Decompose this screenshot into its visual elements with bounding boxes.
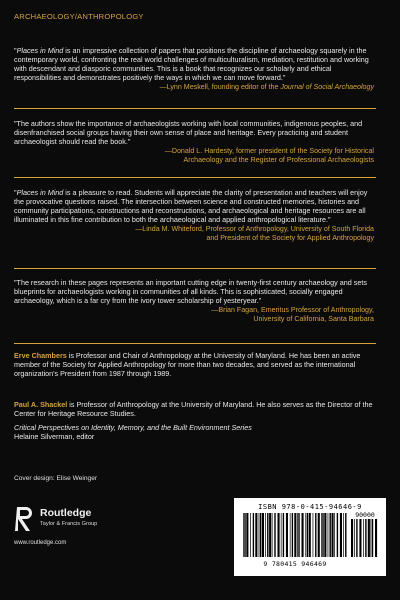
subject-category: ARCHAEOLOGY/ANTHROPOLOGY — [14, 12, 144, 21]
quote-attribution — [14, 83, 374, 92]
publisher-group: Taylor & Francis Group — [40, 521, 98, 527]
attribution-line: and President of the Society for Applied Anthropology — [206, 234, 374, 243]
quote-attribution — [14, 306, 374, 324]
attribution-text: —Lynn Meskell, founding editor of the — [159, 83, 281, 92]
quote-body: is a pleasure to read. Students will appreciate the clarity of presentation and teachers will enjoy the provocative questions raised. The intersection between science and constructed memories, histories and community participations, constructions and reconstructions, and archaeological and heritage resources are all illuminated in this fine contribution to both the archaeological and applied anthropological literature." — [14, 188, 368, 225]
routledge-logo-icon — [14, 505, 36, 533]
divider — [14, 268, 376, 269]
ean-barcode-icon — [243, 513, 347, 557]
author-name: Erve Chambers — [14, 351, 67, 360]
quote-text: "Places in Mind is an impressive collection of papers that positions the discipline of archaeology squarely in the contemporary world, confronting the real world challenges of multiculturalism, mediation, restitution and working with descendant and diasporic communities. This is a book that recognizes our scholarly and ethical responsibilities and demonstrates positively the ways in which we can move forward." — [14, 46, 369, 83]
book-title: Places in Mind — [16, 46, 64, 55]
quote-body: "The authors show the importance of archaeologists working with local communities, indigenous peoples, and disenfranchised social groups having their own sense of place and heritage. Every practicing and student archaeologist should read the book." — [14, 119, 363, 147]
quote-body: "The research in these pages represents an important cutting edge in twenty-first century archaeology and sets blueprints for archaeologists working in communities of all kinds. This is sophisticated, socially engaged archaeology, which is a far cry from the ivory tower scholarship of yesteryear." — [14, 278, 367, 306]
quote-text: "Places in Mind is a pleasure to read. Students will appreciate the clarity of presentation and teachers will enjoy the provocative questions raised. The intersection between science and constructed memories, histories and community participations, constructions and reconstructions, and archaeological and heritage resources are all illuminated in this fine contribution to both the archaeological and applied anthropological literature." — [14, 188, 368, 225]
quote-attribution — [14, 225, 374, 243]
price-barcode-icon — [351, 519, 379, 557]
author-bio-1 — [14, 351, 376, 378]
bio-text: is Professor and Chair of Anthropology at the University of Maryland. He has been an active member of the Society for Applied Anthropology for more than two decades, and served as the international organization's President from 1987 through 1989. — [14, 351, 361, 379]
cover-design-credit: Cover design: Elise Weinger — [14, 475, 98, 482]
review-quote-3 — [14, 188, 374, 243]
attribution-line: Archaeology and the Register of Professional Archaeologists — [183, 156, 374, 165]
price-code: 90000 — [355, 511, 375, 519]
bio-text: is Professor of Anthropology at the University of Maryland. He also serves as the Director of the Center for Heritage Resource Studies. — [14, 400, 373, 419]
attribution-line: —Donald L. Hardesty, former president of the Society for Historical — [164, 147, 374, 156]
divider — [14, 343, 376, 344]
publisher-logo — [14, 505, 134, 545]
quote-attribution — [14, 147, 374, 165]
journal-title: Journal of Social Archaeology — [280, 83, 374, 92]
series-title: Critical Perspectives on Identity, Memory, and the Built Environment Series — [14, 423, 252, 432]
review-quote-4 — [14, 278, 374, 324]
quote-body: is an impressive collection of papers that positions the discipline of archaeology squarely in the contemporary world, confronting the real world challenges of multiculturalism, mediation, restitution and working with descendant and diasporic communities. This is a book that recognizes our scholarly and ethical responsibilities and demonstrates positively the ways in which we can move forward." — [14, 46, 369, 83]
review-quote-2 — [14, 119, 374, 165]
series-info — [14, 423, 252, 441]
review-quote-1 — [14, 46, 374, 92]
publisher-name: Routledge — [40, 507, 92, 519]
divider — [14, 177, 376, 178]
book-title: Places in Mind — [16, 188, 64, 197]
author-bio-2 — [14, 400, 376, 418]
publisher-website[interactable]: www.routledge.com — [14, 540, 67, 546]
attribution-line: —Linda M. Whiteford, Professor of Anthropology, University of South Florida — [135, 225, 374, 234]
attribution-line: —Brian Fagan, Emeritus Professor of Anthropology, — [211, 306, 374, 315]
divider — [14, 108, 376, 109]
isbn-barcode — [234, 498, 386, 576]
ean-number: 9 780415 946469 — [263, 560, 327, 568]
attribution-line: University of California, Santa Barbara — [253, 315, 374, 324]
series-editor: Helaine Silverman, editor — [14, 432, 95, 442]
isbn-number: ISBN 978-0-415-94646-9 — [258, 503, 362, 511]
author-name: Paul A. Shackel — [14, 400, 68, 409]
